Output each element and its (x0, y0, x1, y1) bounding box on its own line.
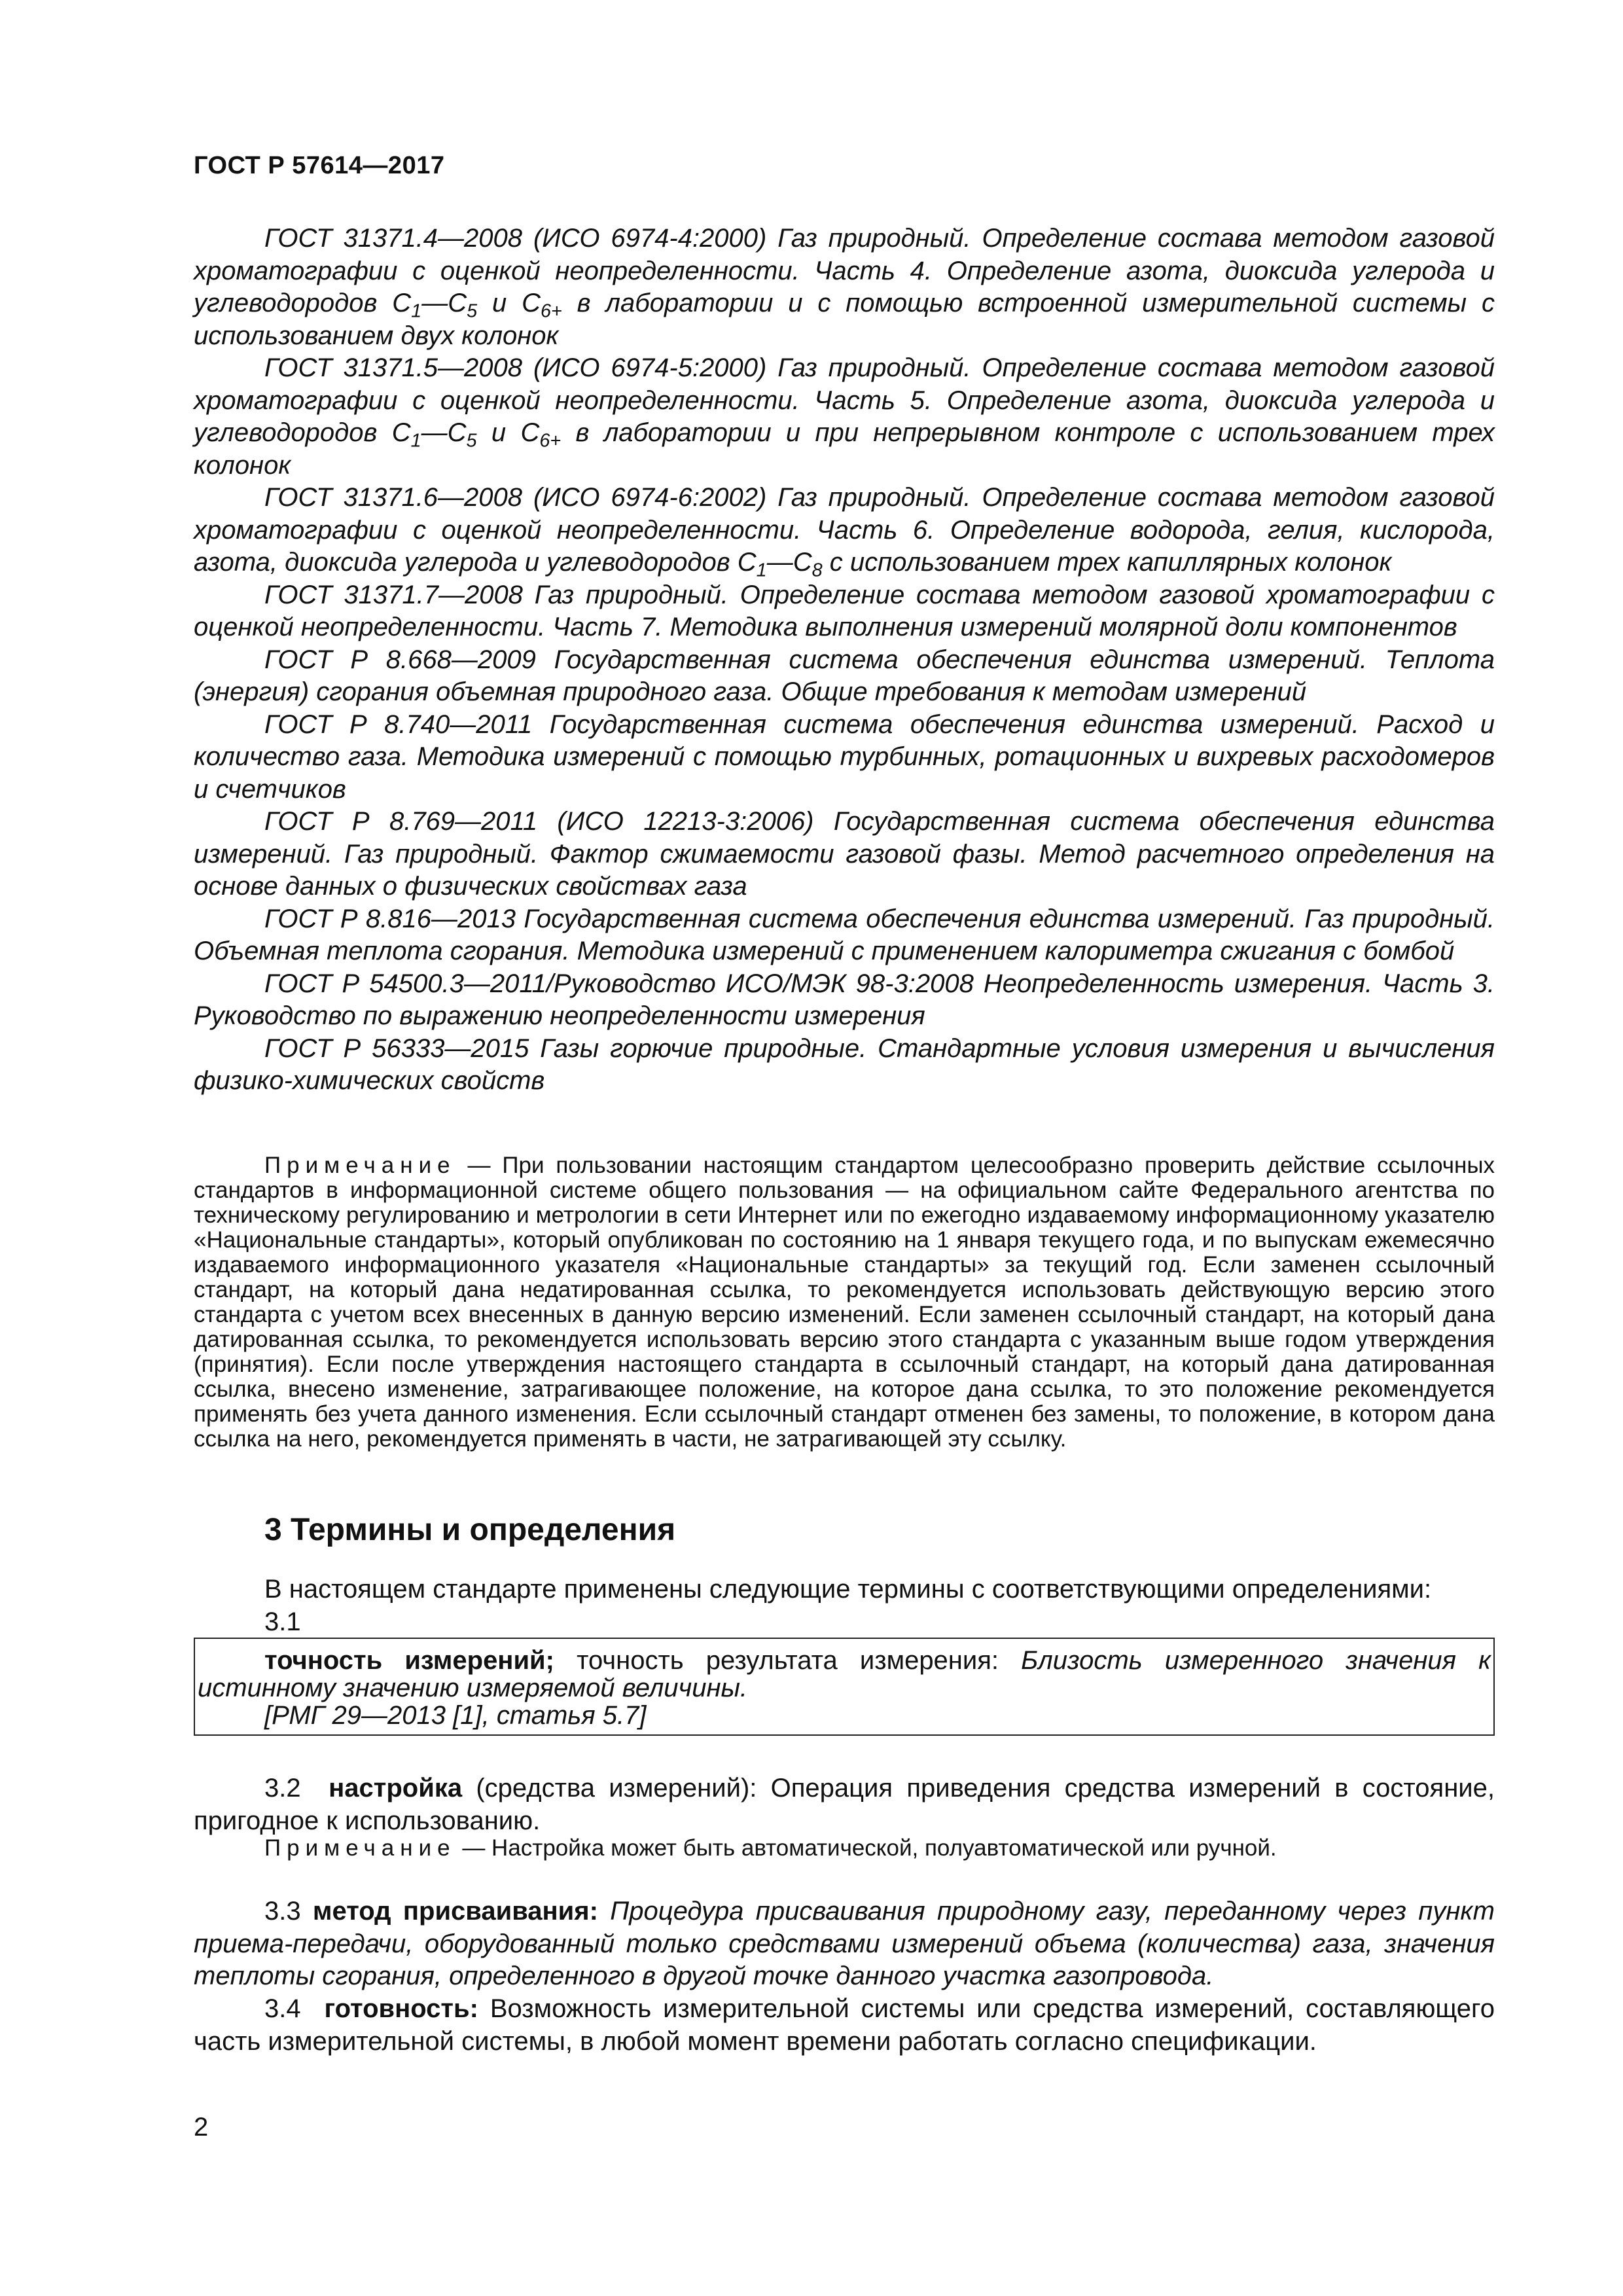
term-definition: Близость измеренного значения к истинному значению измеряемой величины. (198, 1646, 1491, 1702)
note-label: Примечание (264, 1153, 456, 1178)
term-name: метод присваивания: (312, 1897, 598, 1926)
reference-item: ГОСТ 31371.6—2008 (ИСО 6974-6:2002) Газ природный. Определение состава методом газовой хроматографии с оценкой неопределенности. Часть 6. Определение водорода, гелия, кислорода, азота, диоксида углерода и углеводородов $С_1—С_8$ с использованием трех капиллярных колонок (194, 483, 1495, 581)
term-3-4: 3.4 готовность: Возможность измерительной системы или средства измерений, составляющего часть измерительной системы, в любой момент времени работать согласно спецификации. (194, 1994, 1495, 2056)
term-3-2: 3.2 настройка (средства измерений): Операция приведения средства измерений в состояние, пригодное к использованию. (194, 1774, 1495, 1835)
term-name: готовность: (324, 1994, 478, 2023)
references-note (194, 1153, 1495, 1452)
term-number: 3.1 (264, 1607, 301, 1636)
term-box-3-1: точность измерений; точность результата измерения: Близость измеренного значения к истинному значению измеряемой величины. [РМГ 29—2013 [1], статья 5.7] (194, 1638, 1495, 1736)
reference-item: ГОСТ 31371.4—2008 (ИСО 6974-4:2000) Газ природный. Определение состава методом газовой хроматографии с оценкой неопределенности. Часть 4. Определение азота, диоксида углерода и углеводородов $С_1—С_5$ и $С_{6+}$ в лаборатории и с помощью встроенной измерительной системы с использованием двух колонок (194, 224, 1495, 350)
term-name: точность измерений; (264, 1646, 554, 1675)
term-name: настройка (329, 1774, 463, 1803)
reference-item: ГОСТ 31371.7—2008 Газ природный. Определение состава методом газовой хроматографии с оценкой неопределенности. Часть 7. Методика выполнения измерений молярной доли компонентов (194, 580, 1495, 641)
reference-item: ГОСТ Р 8.740—2011 Государственная система обеспечения единства измерений. Расход и количество газа. Методика измерений с помощью турбинных, ротационных и вихревых расходомеров и счетчиков (194, 709, 1495, 804)
term-note: Примечание — Настройка может быть автоматической, полуавтоматической или ручной. (264, 1835, 1277, 1861)
term-3-3: 3.3 метод присваивания: Процедура присваивания природному газу, переданному через пункт приема-передачи, оборудованный только средствами измерений объема (количества) газа, значения теплоты сгорания, определенного в другой точке данного участка газопровода. (194, 1897, 1495, 1990)
note-text: — При пользовании настоящим стандартом целесообразно проверить действие ссылочных стандартов в информационной системе общего пользования — на официальном сайте Федерального агентства по техническому регулированию и метрологии в сети Интернет или по ежегодно издаваемому информационному указателю «Национальные стандарты», который опубликован по состоянию на 1 января текущего года, и по выпускам ежемесячно издаваемого информационного указателя «Национальные стандарты» за текущий год. Если заменен ссылочный стандарт, на который дана недатированная ссылка, то рекомендуется использовать действующую версию этого стандарта с учетом всех внесенных в данную версию изменений. Если заменен ссылочный стандарт, на который дана датированная ссылка, то рекомендуется использовать версию этого стандарта с указанным выше годом утверждения (принятия). Если после утверждения настоящего стандарта в ссылочный стандарт, на который дана датированная ссылка, внесено изменение, затрагивающее положение, на которое дана ссылка, то это положение рекомендуется применять без учета данного изменения. Если ссылочный стандарт отменен без замены, то положение, в котором дана ссылка на него, рекомендуется применять в части, не затрагивающей эту ссылку. (194, 1153, 1495, 1452)
normative-references-list (194, 223, 1495, 1098)
section-title: 3 Термины и определения (264, 1513, 676, 1547)
reference-item: ГОСТ Р 56333—2015 Газы горючие природные. Стандартные условия измерения и вычисления физико-химических свойств (194, 1033, 1495, 1095)
document-header: ГОСТ Р 57614—2017 (194, 152, 445, 179)
term-source: [РМГ 29—2013 [1], статья 5.7] (264, 1701, 647, 1730)
reference-item: ГОСТ Р 54500.3—2011/Руководство ИСО/МЭК 98-3:2008 Неопределенность измерения. Часть 3. Руководство по выражению неопределенности измерения (194, 969, 1495, 1030)
reference-item: ГОСТ Р 8.668—2009 Государственная система обеспечения единства измерений. Теплота (энергия) сгорания объемная природного газа. Общие требования к методам измерений (194, 645, 1495, 706)
reference-item: ГОСТ Р 8.816—2013 Государственная система обеспечения единства измерений. Газ природный. Объемная теплота сгорания. Методика измерений с применением калориметра сжигания с бомбой (194, 904, 1495, 965)
reference-item: ГОСТ Р 8.769—2011 (ИСО 12213-3:2006) Государственная система обеспечения единства измерений. Газ природный. Фактор сжимаемости газовой фазы. Метод расчетного определения на основе данных о физических свойствах газа (194, 807, 1495, 901)
page-number: 2 (194, 2113, 209, 2142)
section-intro: В настоящем стандарте применены следующие термины с соответствующими определениями: 3.1 (194, 1573, 1495, 1638)
reference-item: ГОСТ 31371.5—2008 (ИСО 6974-5:2000) Газ природный. Определение состава методом газовой хроматографии с оценкой неопределенности. Часть 5. Определение азота, диоксида углерода и углеводородов $С_1—С_5$ и $С_{6+}$ в лаборатории и при непрерывном контроле с использованием трех колонок (194, 353, 1495, 480)
